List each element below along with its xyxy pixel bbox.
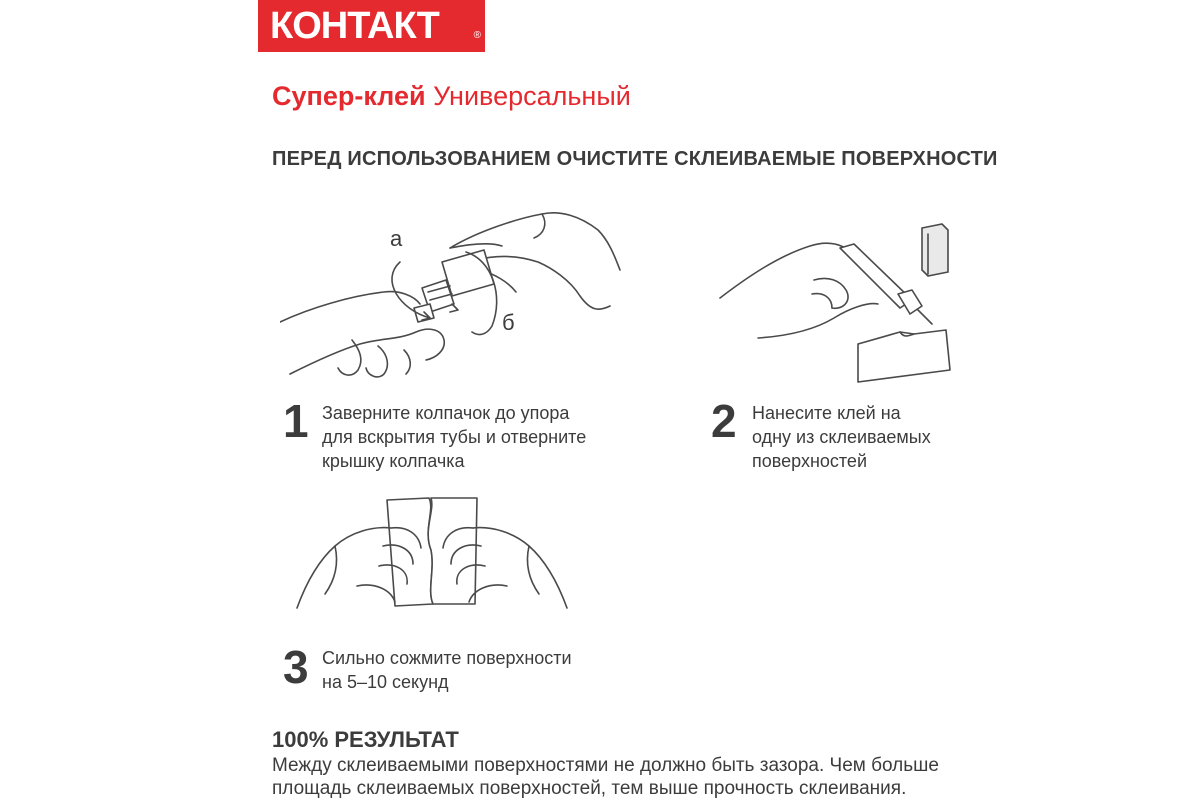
registered-mark: ® <box>473 30 481 41</box>
step-2-line: одну из склеиваемых <box>752 427 931 447</box>
step-3-text <box>322 646 572 694</box>
step-1-text <box>322 401 586 473</box>
label-a: а <box>390 226 403 251</box>
step-3-number: 3 <box>283 641 309 693</box>
step-1-line: крышку колпачка <box>322 451 465 471</box>
hands-opening-tube-icon <box>280 200 640 390</box>
product-name-bold: Супер-клей <box>272 81 426 111</box>
instruction-heading: ПЕРЕД ИСПОЛЬЗОВАНИЕМ ОЧИСТИТЕ СКЛЕИВАЕМЫЕ ПОВЕРХНОСТИ <box>272 148 998 170</box>
step-2-number: 2 <box>711 395 737 447</box>
result-title: 100% РЕЗУЛЬТАТ <box>272 727 459 752</box>
step-3-line: на 5–10 секунд <box>322 672 449 692</box>
product-name-rest: Универсальный <box>433 81 631 111</box>
step-2-text <box>752 401 931 473</box>
hands-pressing-surfaces-icon <box>295 490 570 620</box>
step-1-line: Заверните колпачок до упора <box>322 403 570 423</box>
brand-logo <box>258 0 485 52</box>
label-b: б <box>502 310 515 335</box>
step-1-line: для вскрытия тубы и отверните <box>322 427 587 447</box>
product-title <box>272 80 631 112</box>
step-3-line: Сильно сожмите поверхности <box>322 648 572 668</box>
result-line: Между склеиваемыми поверхностями не должно быть зазора. Чем больше <box>272 755 939 776</box>
step-1-number: 1 <box>283 395 309 447</box>
result-line: площадь склеиваемых поверхностей, тем выше прочность склеивания. <box>272 778 907 799</box>
step-2-line: поверхностей <box>752 451 867 471</box>
result-text <box>272 754 939 800</box>
hand-applying-glue-icon <box>718 220 968 390</box>
step-2-line: Нанесите клей на <box>752 403 901 423</box>
logo-text: КОНТАКТ <box>270 5 439 47</box>
